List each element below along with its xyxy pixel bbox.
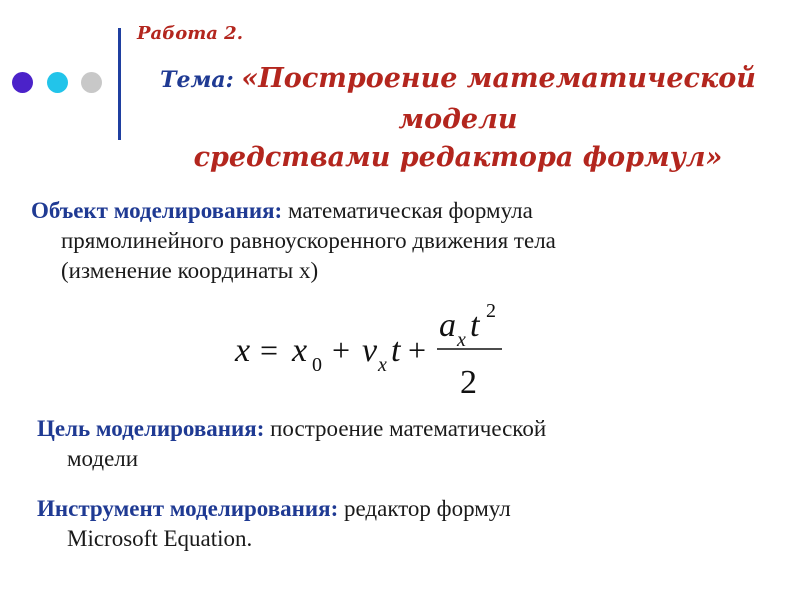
goal-label: Цель моделирования: [37,416,265,441]
goal-line-2: модели [67,446,139,471]
formula-num-t-superscript: 2 [486,300,496,322]
formula-plus-1: + [332,332,351,368]
formula-denominator: 2 [460,364,477,401]
title-text-line-1: «Построение математической [241,63,756,94]
object-text-1: математическая формула [282,198,533,223]
purple-dot-icon [12,72,33,93]
object-paragraph [31,196,556,286]
formula-x0-subscript: 0 [312,354,322,376]
title-text-line-2: модели [398,104,518,135]
formula-t: t [391,332,401,369]
formula-x: x [235,332,251,369]
tool-line-1 [37,494,511,524]
formula-num-a-subscript: x [457,329,466,351]
work-label: Работа 2. [137,23,243,44]
motion-formula [230,293,530,403]
title-prefix: Тема: [160,67,242,93]
formula-equals: = [260,332,279,368]
formula-num-a: a [439,307,456,344]
decorative-dots [12,72,108,94]
cyan-dot-icon [47,72,68,93]
formula-x0: x [292,332,308,369]
page-title [128,60,788,177]
object-line-1 [31,196,556,226]
object-line-2: прямолинейного равноускоренного движения тела [61,228,556,253]
tool-label: Инструмент моделирования: [37,496,339,521]
formula-num-t: t [470,307,480,344]
formula-v: v [362,332,378,369]
tool-line-2: Microsoft Equation. [67,526,253,551]
title-line-1 [128,60,788,101]
object-label: Объект моделирования: [31,198,283,223]
object-line-3: (изменение координаты x) [61,258,319,283]
tool-text-1: редактор формул [338,496,511,521]
goal-line-1 [37,414,546,444]
goal-paragraph [37,414,546,474]
tool-paragraph [37,494,511,554]
vertical-divider [118,28,121,140]
goal-text-1: построение математической [264,416,547,441]
formula-plus-2: + [408,332,427,368]
title-text-line-3: средствами редактора формул» [193,142,723,173]
gray-dot-icon [81,72,102,93]
formula-v-subscript: x [378,354,387,376]
